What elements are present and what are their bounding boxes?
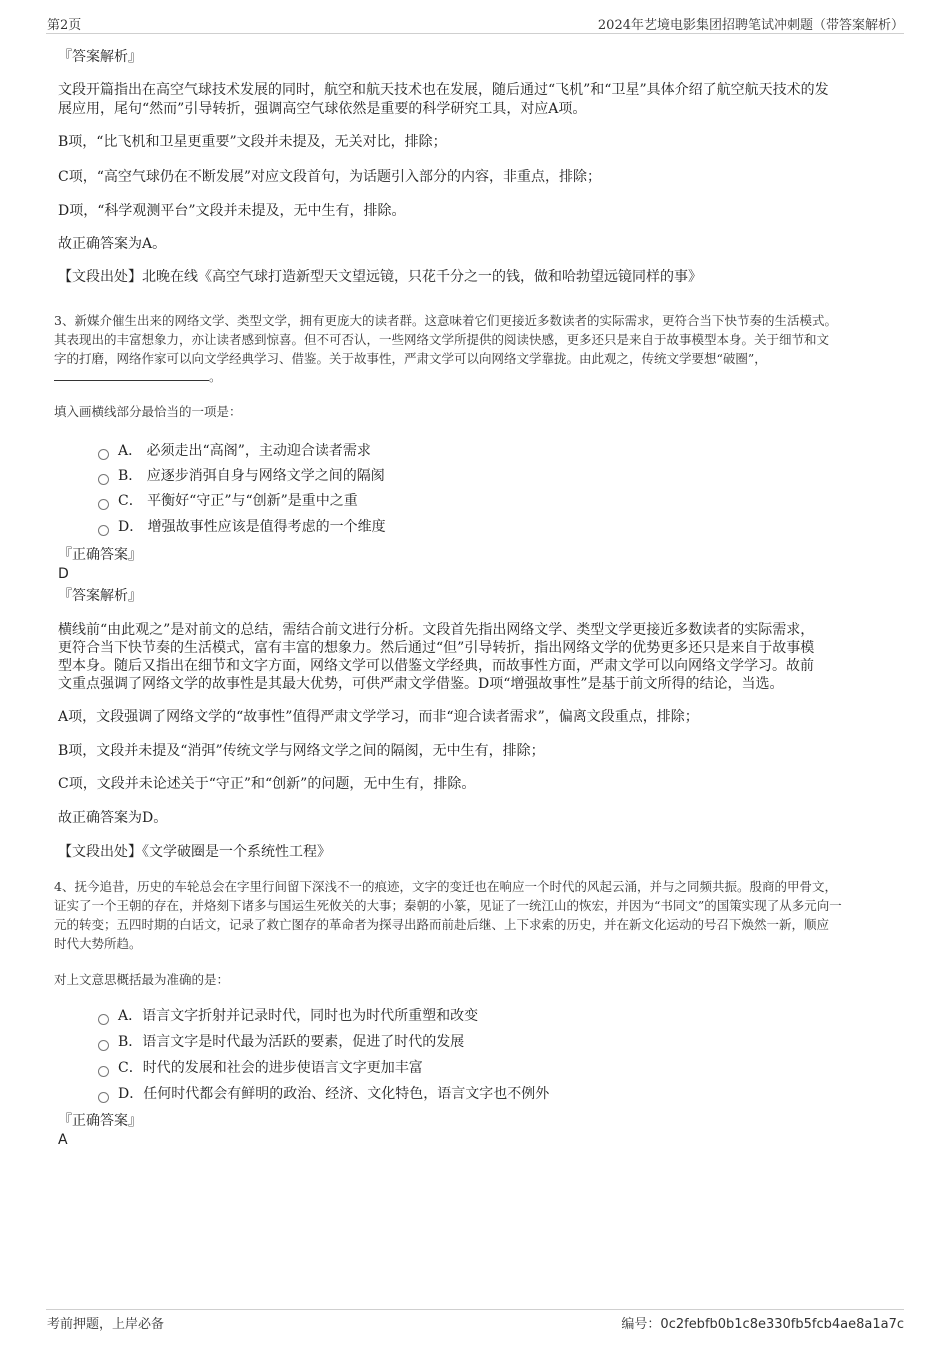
document-code-value: 0c2febfb0b1c8e330fb5fcb4ae8a1a7c xyxy=(660,1317,904,1332)
q2-conclusion: 故正确答案为A。 xyxy=(58,236,167,252)
q3-stem-line-3: 字的打磨，网络作家可以向文学经典学习、借鉴。关于故事性，严肃文学可以向网络文学靠拢。由此观之，传统文学要想“破圈”， xyxy=(54,351,767,366)
q4-option-d[interactable] xyxy=(98,1085,549,1103)
q4-option-b[interactable] xyxy=(98,1033,464,1051)
radio-button-icon[interactable] xyxy=(98,1040,109,1051)
q3-option-a[interactable] xyxy=(98,442,371,460)
q3-analysis-line-4: 文重点强调了网络文学的故事性是其最大优势，可供严肃文学借鉴。D项“增强故事性”是基于前文所得的结论，当选。 xyxy=(58,676,784,692)
q3-analysis-line-1: 横线前“由此观之”是对前文的总结，需结合前文进行分析。文段首先指出网络文学、类型文学更接近多数读者的实际需求， xyxy=(58,622,815,638)
document-code-label: 编号： xyxy=(621,1317,661,1332)
q4-prompt: 对上文意思概括最为准确的是： xyxy=(54,972,230,987)
radio-button-icon[interactable] xyxy=(98,449,109,460)
q4-option-a[interactable] xyxy=(98,1007,478,1025)
q4-option-b-label: B．语言文字是时代最为活跃的要素，促进了时代的发展 xyxy=(118,1034,465,1050)
footer-slogan: 考前押题，上岸必备 xyxy=(47,1317,165,1332)
q3-conclusion: 故正确答案为D。 xyxy=(58,810,168,826)
q3-option-c[interactable] xyxy=(98,492,358,510)
q4-stem-line-4: 时代大势所趋。 xyxy=(54,936,142,951)
q4-option-c-label: C．时代的发展和社会的进步使语言文字更加丰富 xyxy=(118,1060,423,1076)
q4-stem-line-2: 证实了一个王朝的存在，并烙刻下诸多与国运生死攸关的大事；秦朝的小篆，见证了一统江山的恢宏，并因为“书同文”的国策实现了从多元向一 xyxy=(54,898,842,913)
q4-stem-line-3: 元的转变；五四时期的白话文，记录了救亡图存的革命者为探寻出路而前赴后继、上下求索的历史，并在新文化运动的号召下焕然一新，顺应 xyxy=(54,917,830,932)
q3-stem-blank-line xyxy=(54,368,894,386)
header-rule xyxy=(46,33,904,34)
document-title: 2024年艺境电影集团招聘笔试冲刺题（带答案解析） xyxy=(597,18,904,33)
radio-button-icon[interactable] xyxy=(98,474,109,485)
q3-prompt: 填入画横线部分最恰当的一项是： xyxy=(54,404,242,419)
q2-option-c-note: C项，“高空气球仍在不断发展”对应文段首句，为话题引入部分的内容，非重点，排除； xyxy=(58,169,602,185)
q3-option-d-label: D． 增强故事性应该是值得考虑的一个维度 xyxy=(118,519,386,535)
q4-option-c[interactable] xyxy=(98,1059,423,1077)
q3-stem-tail: 。 xyxy=(209,369,222,384)
q3-stem-line-1: 3、新媒介催生出来的网络文学、类型文学，拥有更庞大的读者群。这意味着它们更接近多数读者的实际需求，更符合当下快节奏的生活模式。 xyxy=(54,313,837,328)
fill-in-blank xyxy=(54,368,209,381)
q2-option-b-note: B项，“比飞机和卫星更重要”文段并未提及，无关对比，排除； xyxy=(58,134,447,150)
q4-answer-label: 『正确答案』 xyxy=(58,1113,142,1129)
q3-answer: D xyxy=(58,566,69,582)
radio-button-icon[interactable] xyxy=(98,1066,109,1077)
q2-analysis-line-2: 展应用，尾句“然而”引导转折，强调高空气球依然是重要的科学研究工具，对应A项。 xyxy=(58,101,587,117)
radio-button-icon[interactable] xyxy=(98,499,109,510)
q2-analysis-label: 『答案解析』 xyxy=(58,49,142,65)
document-code xyxy=(621,1313,904,1332)
q3-option-d[interactable] xyxy=(98,518,386,536)
q3-option-b-note: B项，文段并未提及“消弭”传统文学与网络文学之间的隔阂，无中生有，排除； xyxy=(58,743,545,759)
q3-option-b-label: B． 应逐步消弭自身与网络文学之间的隔阂 xyxy=(118,468,385,484)
q3-option-a-label: A． 必须走出“高阁”，主动迎合读者需求 xyxy=(118,443,371,459)
q4-option-d-label: D．任何时代都会有鲜明的政治、经济、文化特色，语言文字也不例外 xyxy=(118,1086,550,1102)
q3-source: 【文段出处】《文学破圈是一个系统性工程》 xyxy=(58,844,331,860)
q3-analysis-line-3: 型本身。随后又指出在细节和文字方面，网络文学可以借鉴文学经典，而故事性方面，严肃文学可以向网络文学学习。故前 xyxy=(58,658,814,674)
q3-analysis-line-2: 更符合当下快节奏的生活模式，富有丰富的想象力。然后通过“但”引导转折，指出网络文学的优势更多还只是来自于故事模 xyxy=(58,640,815,656)
q3-option-a-note: A项，文段强调了网络文学的“故事性”值得严肃文学学习，而非“迎合读者需求”，偏离文段重点，排除； xyxy=(58,709,699,725)
q2-source: 【文段出处】北晚在线《高空气球打造新型天文望远镜，只花千分之一的钱，做和哈勃望远镜同样的事》 xyxy=(58,269,702,285)
radio-button-icon[interactable] xyxy=(98,525,109,536)
q3-stem-line-2: 其表现出的丰富想象力，亦让读者感到惊喜。但不可否认，一些网络文学所提供的阅读快感，更多还只是来自于故事模型本身。关于细节和文 xyxy=(54,332,830,347)
q2-analysis-line-1: 文段开篇指出在高空气球技术发展的同时，航空和航天技术也在发展，随后通过“飞机”和“卫星”具体介绍了航空航天技术的发 xyxy=(58,82,829,98)
q3-analysis-label: 『答案解析』 xyxy=(58,588,142,604)
radio-button-icon[interactable] xyxy=(98,1092,109,1103)
footer-rule xyxy=(46,1309,904,1310)
radio-button-icon[interactable] xyxy=(98,1014,109,1025)
q3-answer-label: 『正确答案』 xyxy=(58,547,142,563)
q2-option-d-note: D项，“科学观测平台”文段并未提及，无中生有，排除。 xyxy=(58,203,406,219)
q3-option-c-note: C项，文段并未论述关于“守正”和“创新”的问题，无中生有，排除。 xyxy=(58,776,476,792)
q3-option-c-label: C． 平衡好“守正”与“创新”是重中之重 xyxy=(118,493,358,509)
q3-option-b[interactable] xyxy=(98,467,385,485)
q4-stem-line-1: 4、抚今追昔，历史的车轮总会在字里行间留下深浅不一的痕迹，文字的变迁也在响应一个时代的风起云涌，并与之同频共振。殷商的甲骨文， xyxy=(54,879,837,894)
q4-option-a-label: A．语言文字折射并记录时代，同时也为时代所重塑和改变 xyxy=(118,1008,479,1024)
q4-answer: A xyxy=(58,1132,68,1148)
page-number: 第2页 xyxy=(47,18,82,33)
